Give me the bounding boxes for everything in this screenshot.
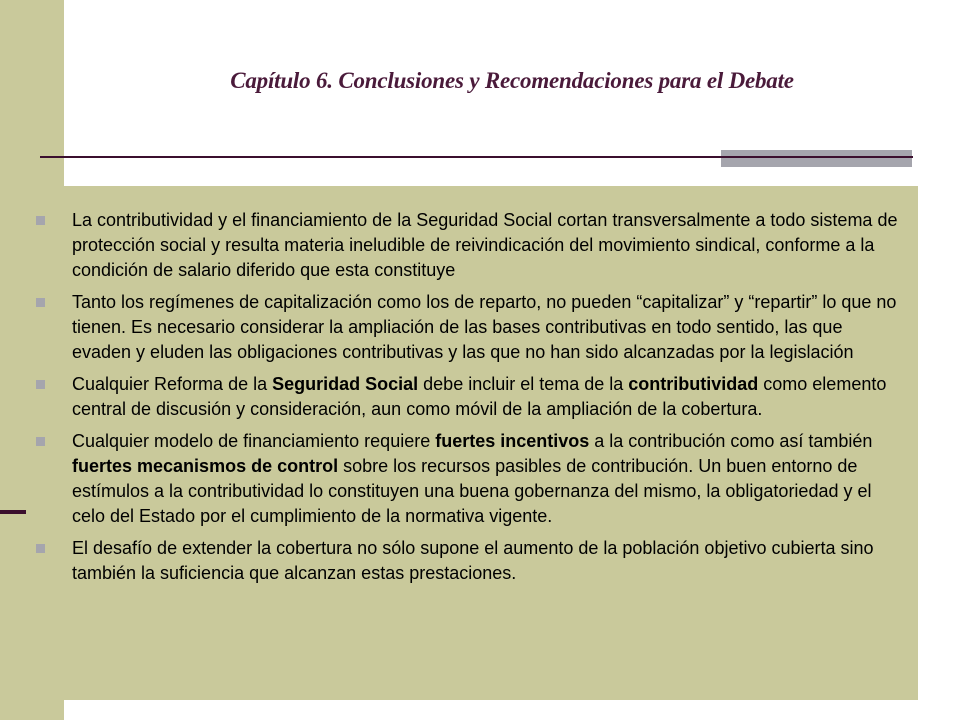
bullet-item: [36, 208, 906, 283]
text-run: El desafío de extender la cobertura no sólo supone el aumento de la población objetivo cubierta sino también la suficiencia que alcanzan estas prestaciones.: [72, 538, 874, 583]
title-divider-accent: [721, 150, 912, 167]
emphasized-text: fuertes mecanismos de control: [72, 456, 339, 476]
bullet-item: [36, 290, 906, 365]
bullet-text: [72, 374, 886, 419]
emphasized-text: fuertes incentivos: [435, 431, 590, 451]
text-run: sobre los recursos pasibles de contribución. Un buen entorno de estímulos a la contributividad lo constituyen una buena gobernanza del mismo, la obligatoriedad y el celo del Estado por el cumplimiento de la normativa vigente.: [72, 456, 872, 526]
square-bullet-icon: [36, 298, 45, 307]
left-accent-mark: [0, 510, 26, 514]
bullet-item: [36, 536, 906, 586]
bullet-list: [36, 208, 906, 593]
bullet-item: [36, 429, 906, 529]
text-run: como elemento central de discusión y consideración, aun como móvil de la ampliación de la cobertura.: [72, 374, 887, 419]
text-run: debe incluir el tema de la: [418, 374, 629, 394]
text-run: Cualquier Reforma de la: [72, 374, 273, 394]
bullet-text: [72, 538, 874, 583]
bullet-text: [72, 210, 897, 280]
bullet-text: [72, 431, 872, 526]
text-run: La contributividad y el financiamiento de la Seguridad Social cortan transversalmente a todo sistema de protección social y resulta materia ineludible de reivindicación del movimiento sindical, conforme a la condición de salario diferido que esta constituye: [72, 210, 898, 280]
square-bullet-icon: [36, 216, 45, 225]
emphasized-text: contributividad: [628, 374, 759, 394]
bullet-text: [72, 292, 896, 362]
text-run: a la contribución como así también: [589, 431, 873, 451]
slide-title: Capítulo 6. Conclusiones y Recomendaciones para el Debate: [230, 68, 794, 93]
text-run: Tanto los regímenes de capitalización como los de reparto, no pueden “capitalizar” y “repartir” lo que no tienen. Es necesario considerar la ampliación de las bases contributivas en todo sentido, las que evaden y eluden las obligaciones contributivas y las que no han sido alcanzadas por la legislación: [72, 292, 897, 362]
emphasized-text: Seguridad Social: [272, 374, 419, 394]
square-bullet-icon: [36, 380, 45, 389]
square-bullet-icon: [36, 544, 45, 553]
text-run: Cualquier modelo de financiamiento requiere: [72, 431, 436, 451]
square-bullet-icon: [36, 437, 45, 446]
bullet-item: [36, 372, 906, 422]
